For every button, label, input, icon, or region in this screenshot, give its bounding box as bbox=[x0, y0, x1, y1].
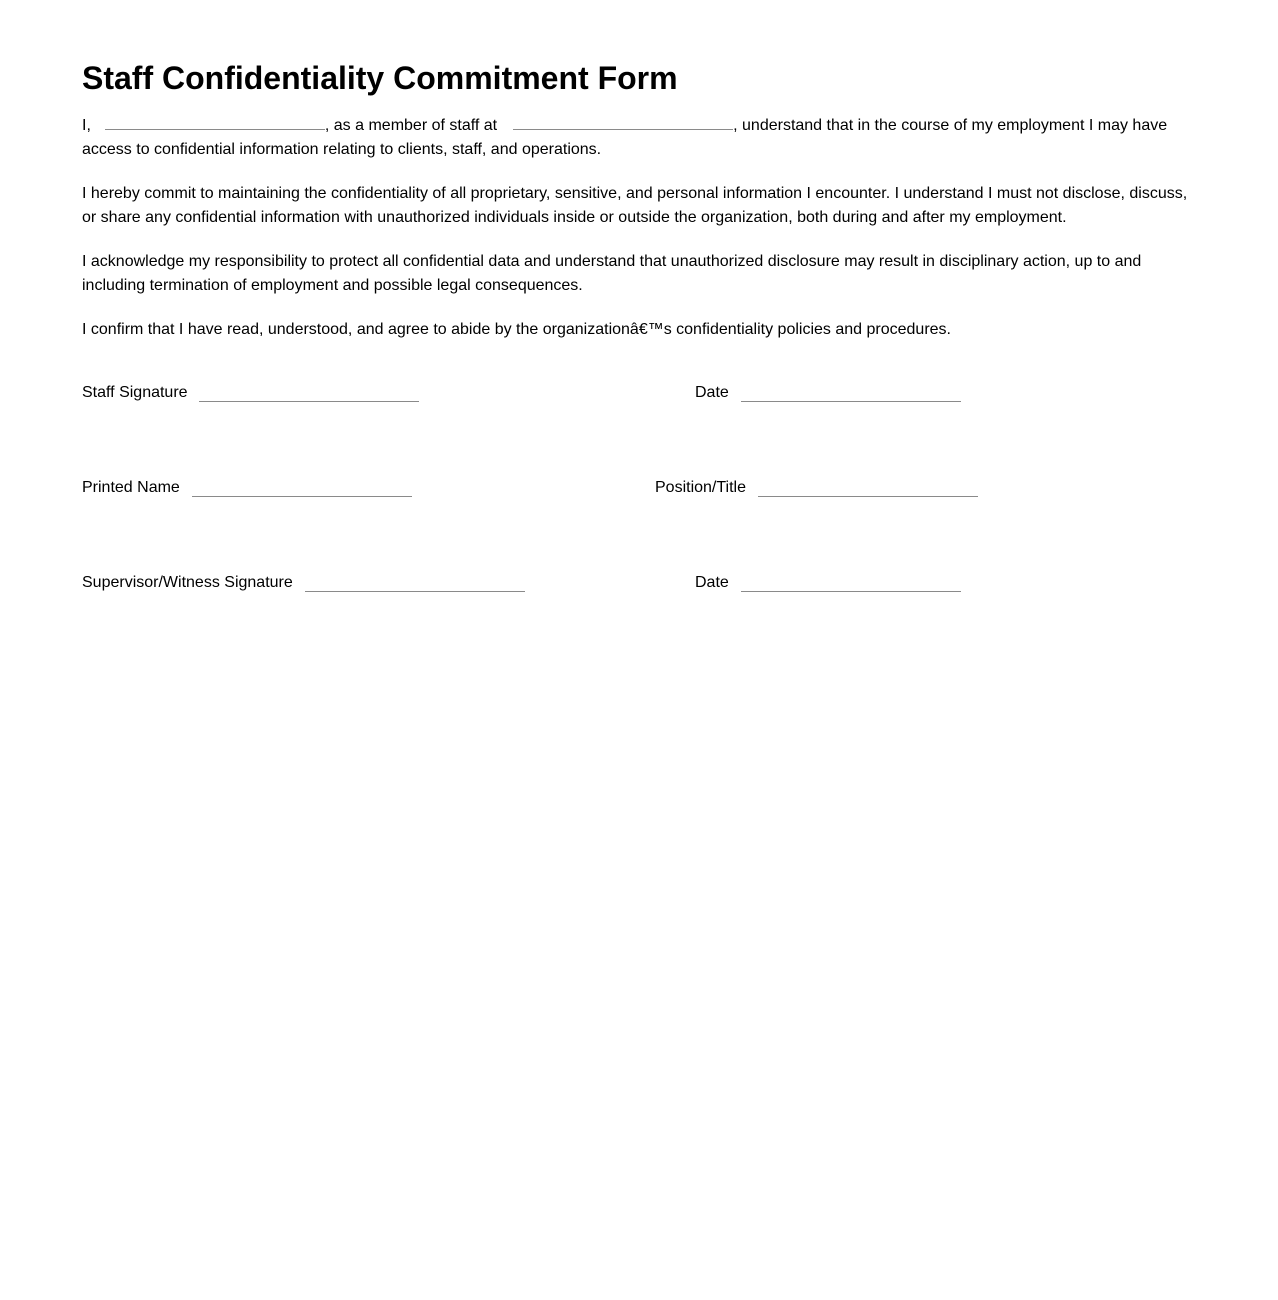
date-line-2[interactable] bbox=[741, 591, 961, 592]
position-title-line[interactable] bbox=[758, 496, 978, 497]
intro-after-org: , understand that in the course of my employment I may have access to confidential information relating to clients, staff, and operations. bbox=[82, 117, 1168, 158]
intro-after-name: , as a member of staff at bbox=[324, 117, 498, 134]
confirmation-paragraph: I confirm that I have read, understood, and agree to abide by the organizationâ€™s confidentiality policies and procedures. bbox=[82, 321, 951, 338]
page-title: Staff Confidentiality Commitment Form bbox=[82, 60, 678, 96]
date-label-1: Date bbox=[695, 384, 729, 401]
date-label-2: Date bbox=[695, 574, 729, 591]
position-title-label: Position/Title bbox=[655, 479, 746, 496]
commitment-paragraph: I hereby commit to maintaining the confidentiality of all proprietary, sensitive, and personal information I encounter. I understand I must not disclose, discuss, or share any confidential information with unauthorized individuals inside or outside the organization, both during and after my employment. bbox=[82, 185, 1188, 226]
staff-signature-line[interactable] bbox=[199, 401, 419, 402]
supervisor-signature-line[interactable] bbox=[305, 591, 525, 592]
printed-name-line[interactable] bbox=[192, 496, 412, 497]
date-line-1[interactable] bbox=[741, 401, 961, 402]
responsibility-paragraph: I acknowledge my responsibility to protect all confidential data and understand that unauthorized disclosure may result in disciplinary action, up to and including termination of employment and possible legal consequences. bbox=[82, 253, 1142, 294]
intro-paragraph bbox=[82, 114, 1192, 162]
staff-name-blank[interactable] bbox=[105, 116, 325, 130]
staff-signature-label: Staff Signature bbox=[82, 384, 188, 401]
intro-prefix: I, bbox=[82, 117, 91, 134]
supervisor-signature-label: Supervisor/Witness Signature bbox=[82, 574, 293, 591]
printed-name-label: Printed Name bbox=[82, 479, 180, 496]
organization-name-blank[interactable] bbox=[513, 116, 733, 130]
